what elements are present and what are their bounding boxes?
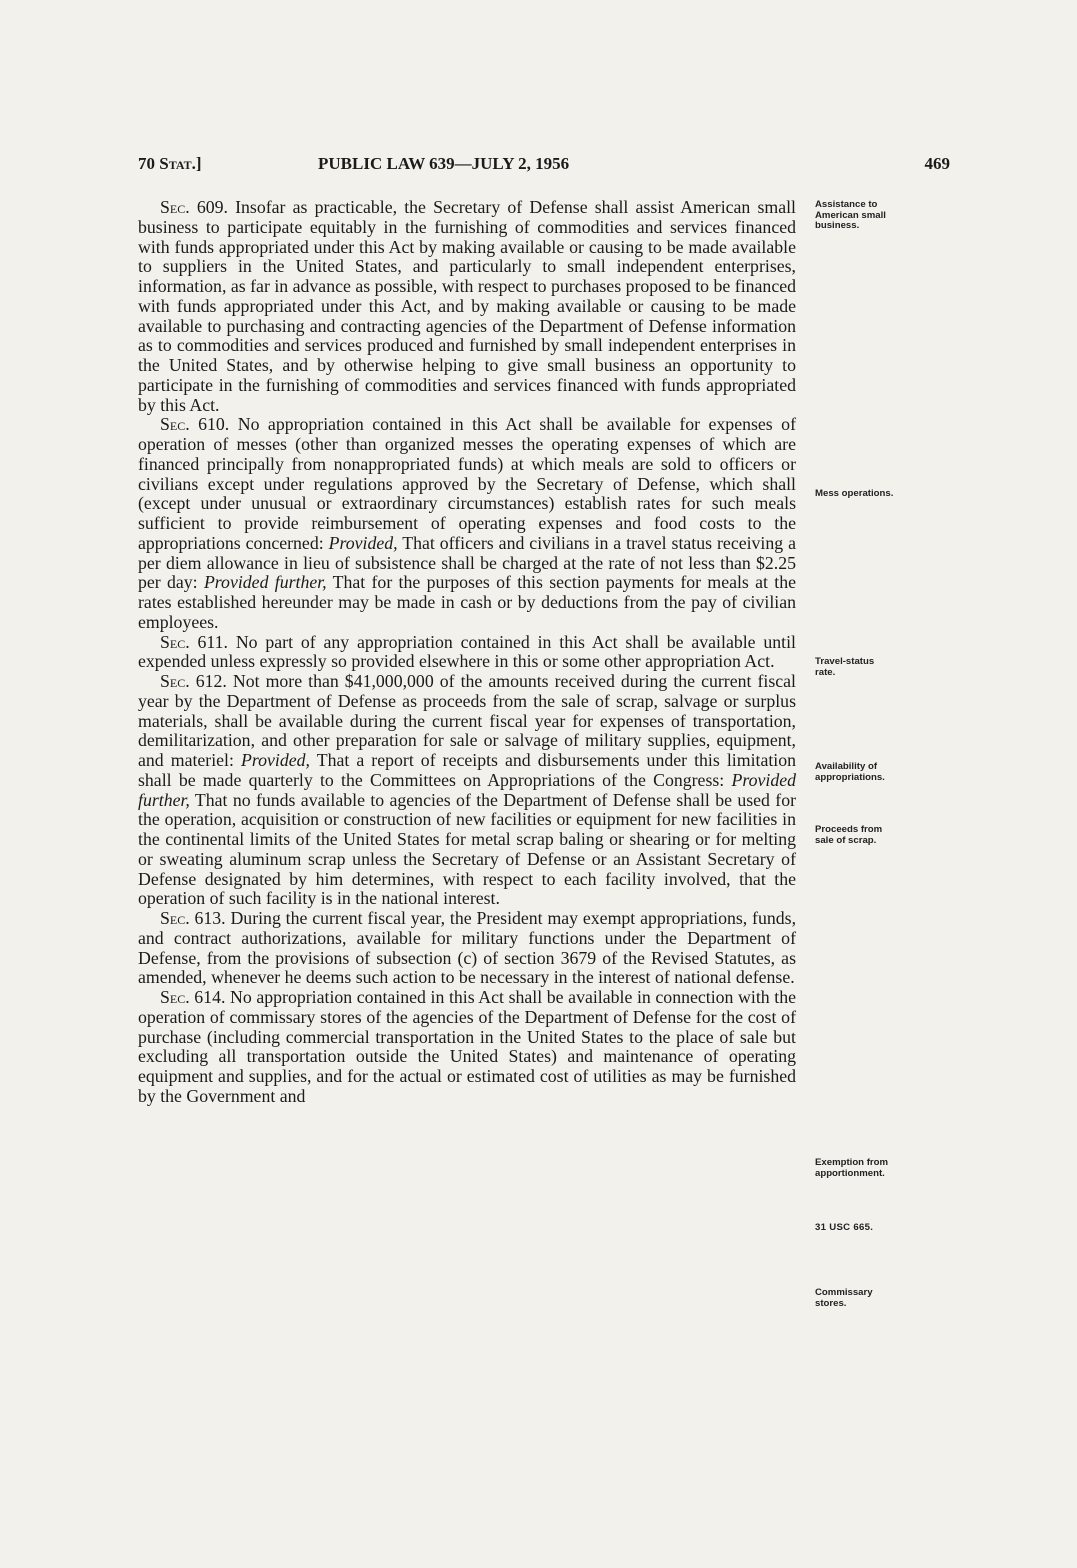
page-header [138,154,958,184]
section-number: Sec. 612. [160,671,227,691]
statute-body [138,198,796,1107]
margin-note-line: stores. [815,1297,847,1309]
margin-note-availability [815,762,950,783]
volume-reference: 70 Stat.] [138,154,202,173]
margin-note-travel-status [815,657,950,678]
margin-note-proceeds [815,825,950,846]
margin-note-exemption [815,1158,950,1179]
section-text: No part of any appropriation contained in this Act shall be available until expended unless expressly so provided elsewhere in this or some other appropriation Act. [138,631,796,672]
margin-note-line: Travel-status [815,656,875,667]
proviso: Provided, [240,750,310,770]
section-text: No appropriation contained in this Act shall be available in connection with the operation of commissary stores of the agencies of the Department of Defense for the cost of purchase (including commercial transportation in the United States to the place of sale but excluding all transportation outside the United States) and maintenance of operating equipment and supplies, and for the actual or estimated cost of utilities as may be furnished by the Government and [138,987,796,1106]
section-610 [138,415,796,632]
margin-note-mess-operations [815,489,950,500]
section-text: That a report of receipts and disbursements under this limitation shall be made quarterly to the Committees on Appropriations of the Congress: [138,750,796,790]
margin-note-line: business. [815,220,860,231]
margin-note-line: rate. [815,666,836,678]
section-text: No appropriation contained in this Act shall be available for expenses of operation of messes (other than organized messes the operating expenses of which are financed principally from nonappropriated funds) at which meals are sold to officers or civilians except under regulations approved by the Secretary of Defense, which shall (except under unusual or extraordinary circumstances) establish rates for such meals sufficient to provide reimbursement of operating expenses and food costs to the appropriations concerned: [138,414,796,553]
margin-note-line: Commissary [815,1287,873,1298]
section-611 [138,633,796,673]
section-number: Sec. 614. [160,987,226,1007]
section-number: Sec. 611. [160,631,228,652]
section-text: That officers and civilians in a travel status receiving a per diem allowance in lieu of subsistence shall be charged at the rate of not less than $2.25 per day: [138,532,796,593]
section-614 [138,988,796,1107]
margin-note-line: American small [815,209,886,221]
section-number: Sec. 613. [160,908,226,928]
section-text: That for the purposes of this section payments for meals at the rates established hereunder may be made in cash or by deductions from the pay of civilian employees. [138,572,797,632]
margin-note-usc-reference [815,1223,950,1234]
margin-note-assistance [815,200,950,232]
margin-note-line: Proceeds from [815,824,883,835]
margin-note-line: Exemption from [815,1157,889,1168]
margin-note-line: appropriations. [815,771,885,783]
margin-note-line: sale of scrap. [815,834,877,846]
section-613 [138,909,796,988]
section-text: Not more than $41,000,000 of the amounts received during the current fiscal year by the Department of Defense as proceeds from the sale of scrap, salvage or surplus materials, shall be available during the current fiscal year for expenses of transportation, demilitarization, and other preparation for sale or salvage of military supplies, equipment, and materiel: [138,671,796,770]
section-text: During the current fiscal year, the President may exempt appropriations, funds, and contract authorizations, available for military functions under the Department of Defense, from the provisions of subsection (c) of section 3679 of the Revised Statutes, as amended, whenever he deems such action to be necessary in the interest of national defense. [138,908,797,988]
proviso: Provided further, [203,572,327,593]
margin-note-line: Availability of [815,761,878,772]
section-text: Insofar as practicable, the Secretary of Defense shall assist American small business to participate equitably in the furnishing of commodities and services financed with funds appropriated under this Act by making available or causing to be made available to suppliers in the United States, and particularly to small independent enterprises, information, as far in advance as possible, with respect to purchases proposed to be financed with funds appropriated under this Act, and by making available or causing to be made available to purchasing and contracting agencies of the Department of Defense information as to commodities and services produced and furnished by small independent enterprises in the United States, and by otherwise helping to give small business an opportunity to participate in the furnishing of commodities and services financed with funds appropriated by this Act. [138,197,796,415]
section-609 [138,198,796,415]
section-number: Sec. 610. [160,414,230,435]
margin-note-commissary [815,1288,950,1309]
page-number: 469 [924,154,950,173]
running-title: PUBLIC LAW 639—JULY 2, 1956 [318,154,570,173]
section-number: Sec. 609. [160,197,228,217]
section-612 [138,672,796,909]
proviso: Provided further, [138,769,796,810]
margin-note-line: 31 USC 665. [815,1222,874,1233]
margin-note-line: apportionment. [815,1167,885,1179]
margin-note-line: Mess operations. [815,488,894,499]
proviso: Provided, [328,532,398,553]
section-text: That no funds available to agencies of the Department of Defense shall be used for the operation, acquisition or construction of new facilities or equipment for new facilities in the continental limits of the United States for metal scrap baling or shearing or for melting or sweating aluminum scrap unless the Secretary of Defense or an Assistant Secretary of Defense designated by him determines, with respect to each facility involved, that the operation of such facility is in the national interest. [138,789,797,909]
margin-note-line: Assistance to [815,199,878,210]
